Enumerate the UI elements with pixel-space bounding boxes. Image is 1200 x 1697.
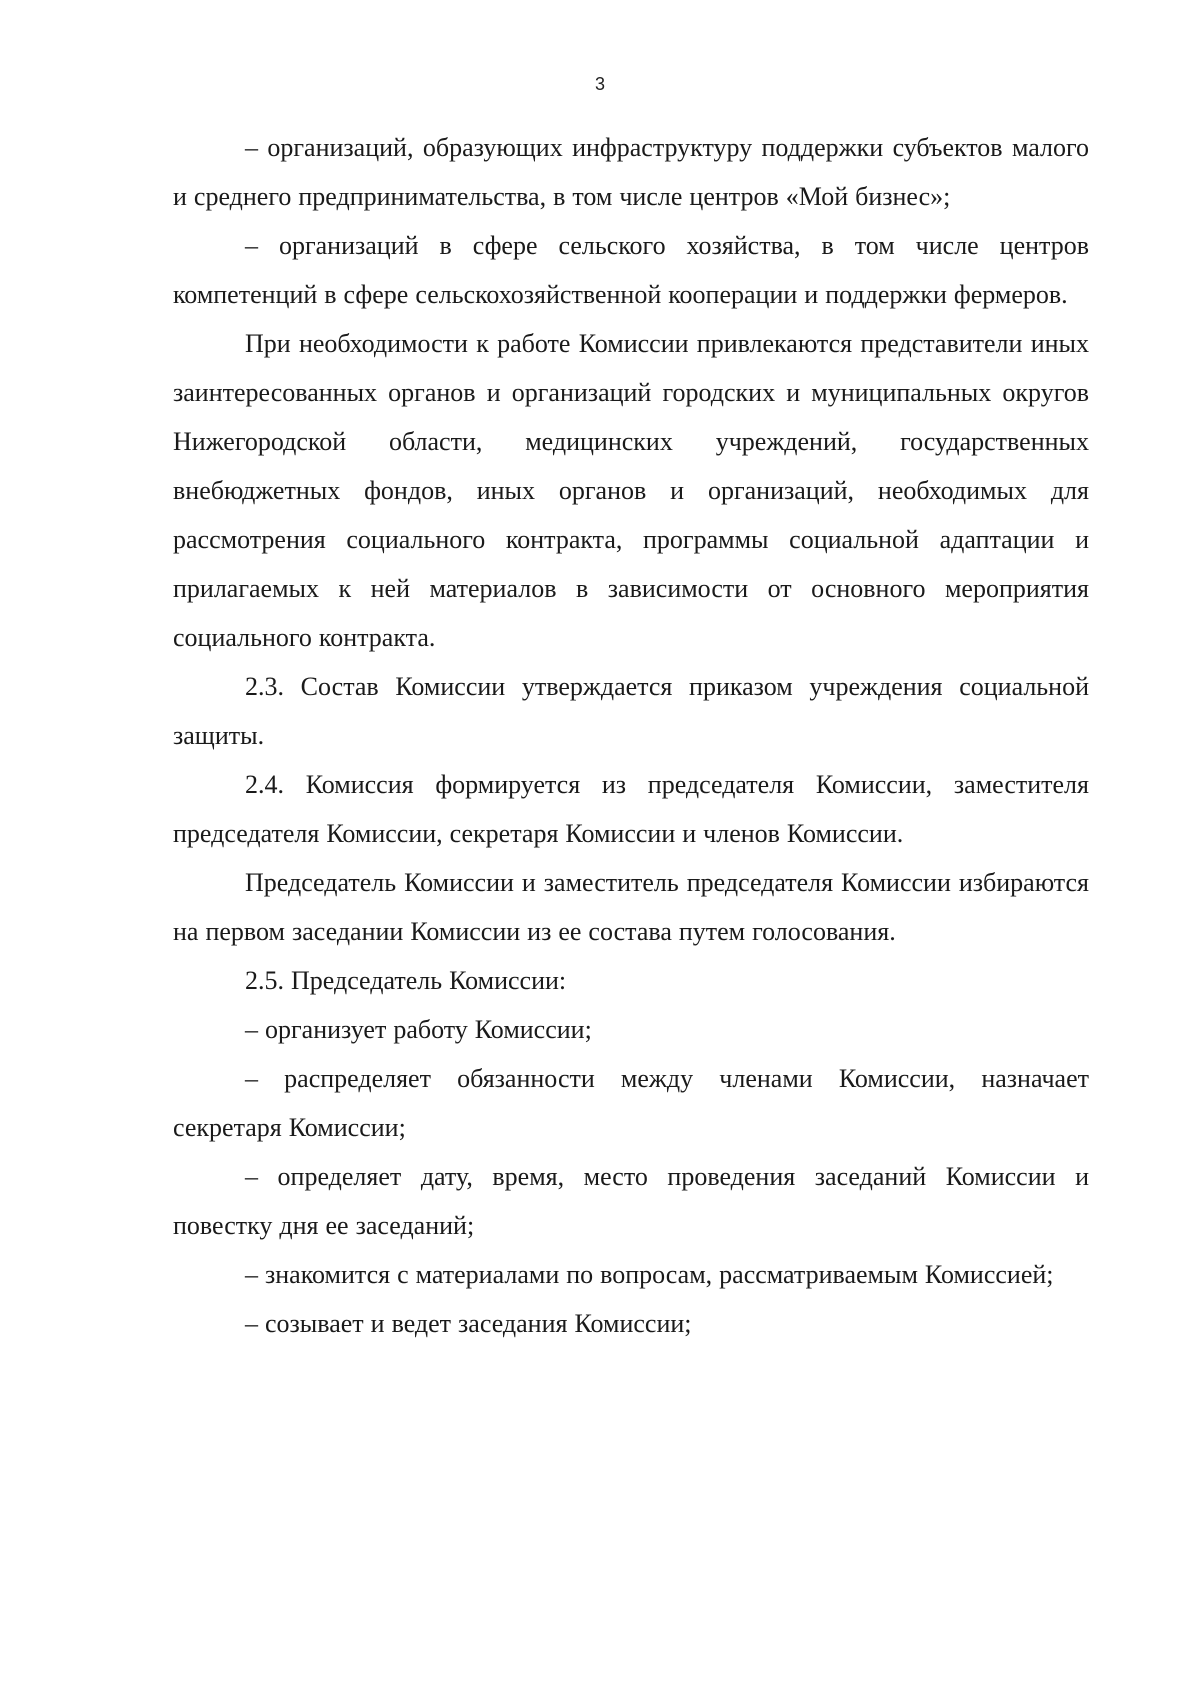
paragraph-7: 2.5. Председатель Комиссии: — [245, 966, 567, 995]
paragraph-3: При необходимости к работе Комиссии привлекаются представители иных заинтересованных органов и организаций городских и муниципальных округов Нижегородской области, медицинских учреждений, государственных внебюджетных фондов, иных органов и организаций, необходимых для рассмотрения социального контракта, программы социальной адаптации и прилагаемых к ней материалов в зависимости от основного мероприятия социального контракта. — [173, 329, 1089, 652]
paragraph-5: 2.4. Комиссия формируется из председателя Комиссии, заместителя председателя Комиссии, секретаря Комиссии и членов Комиссии. — [173, 770, 1089, 848]
paragraph-8: – организует работу Комиссии; — [245, 1015, 592, 1044]
paragraph-10: – определяет дату, время, место проведения заседаний Комиссии и повестку дня ее заседаний; — [173, 1162, 1089, 1240]
paragraph-9: – распределяет обязанности между членами Комиссии, назначает секретаря Комиссии; — [173, 1064, 1089, 1142]
paragraph-1: – организаций, образующих инфраструктуру поддержки субъектов малого и среднего предпринимательства, в том числе центров «Мой бизнес»; — [173, 133, 1089, 211]
document-body — [173, 123, 1089, 1348]
paragraph-11: – знакомится с материалами по вопросам, рассматриваемым Комиссией; — [245, 1260, 1054, 1289]
paragraph-2: – организаций в сфере сельского хозяйства, в том числе центров компетенций в сфере сельскохозяйственной кооперации и поддержки фермеров. — [173, 231, 1089, 309]
paragraph-4: 2.3. Состав Комиссии утверждается приказом учреждения социальной защиты. — [173, 672, 1089, 750]
page-number: 3 — [594, 74, 605, 94]
paragraph-12: – созывает и ведет заседания Комиссии; — [245, 1309, 692, 1338]
paragraph-6: Председатель Комиссии и заместитель председателя Комиссии избираются на первом заседании Комиссии из ее состава путем голосования. — [173, 868, 1089, 946]
